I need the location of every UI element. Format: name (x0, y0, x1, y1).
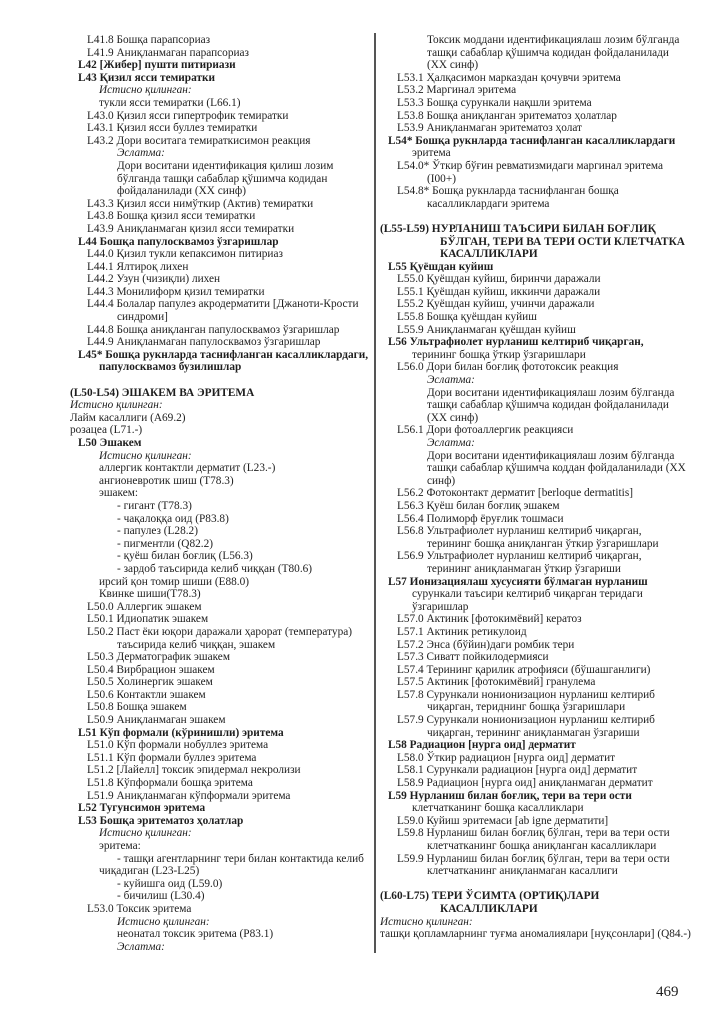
note-text: (ХХ синф) (427, 59, 479, 72)
code-entry: L53.8 Бошқа аниқланган эритематоз ҳолатлар (397, 109, 617, 122)
note-text: ангионевротик шиш (T78.3) (99, 474, 234, 487)
code-entry: L56.9 Ультрафиолет нурланиш келтириб чиқарган, (397, 550, 642, 563)
code-entry: L57.9 Сурункали нонионизацион нурланиш келтириб (397, 714, 655, 727)
code-entry: L50.1 Идиопатик эшакем (87, 613, 209, 626)
code-entry: L50.3 Дерматографик эшакем (87, 651, 230, 664)
note-text: бўлганда ташқи сабаблар қўшимча кодидан (117, 172, 328, 185)
code-entry: L56.2 Фотоконтакт дерматит [berloque dermatitis] (397, 487, 633, 500)
note-text: ташқи сабаблар қўшимча кодидан фойдаланилади (427, 46, 669, 59)
code-entry: L56.4 Полиморф ёруғлик тошмаси (397, 512, 564, 525)
note-list-item: - гигант (T78.3) (117, 499, 192, 512)
code-entry: L41.9 Аниқланмаган парапсориаз (87, 46, 249, 59)
category-heading: L59 Нурланиш билан боғлиқ, тери ва тери ости (388, 789, 632, 802)
section-heading-continued: КАСАЛЛИКЛАРИ (440, 248, 538, 261)
code-entry: L59.8 Нурланиш билан боғлиқ бўлган, тери ва тери ости (397, 827, 670, 840)
note-text: клетчатканинг бошқа аниқланган касалликлари (427, 840, 657, 852)
note-text: Дори воситани идентификациялаш лозим бўлганда (427, 386, 675, 399)
category-heading-continued: эритема (412, 147, 451, 160)
note-text: неонатал токсик эритема (P83.1) (117, 928, 274, 941)
section-heading: (L60-L75) ТЕРИ ЎСИМТА (ОРТИҚ)ЛАРИ (380, 890, 600, 903)
plain-text: розацеа (L71.-) (70, 424, 143, 437)
code-entry: L59.0 Куйиш эритемаси [ab igne дерматити] (397, 814, 609, 827)
left-column (70, 34, 372, 953)
note-text: эшакем: (99, 487, 139, 500)
code-entry: L57.3 Сиватт пойкилодермияси (397, 651, 549, 664)
category-heading-continued: сурункали таъсири келтириб чиқарган теридаги (412, 588, 643, 601)
code-entry: L57.2 Энса (бўйин)даги ромбик тери (397, 638, 575, 651)
code-entry: L43.3 Қизил ясси нимўткир (Актив) темиратки (87, 197, 314, 210)
code-entry: L43.0 Қизил ясси гипертрофик темиратки (87, 109, 289, 122)
note-text: эритема: (99, 840, 141, 852)
note-text: (ХХ синф) (427, 411, 479, 424)
category-heading-continued: ўзгаришлар (412, 600, 469, 613)
note-text: (I00+) (427, 172, 456, 185)
note-text: ирсий қон томир шиши (E88.0) (99, 575, 250, 588)
code-entry: L56.0 Дори билан боғлиқ фототоксик реакция (397, 361, 619, 374)
note-text: чиқарган, терининг аниқланмаган ўзгариши (427, 726, 640, 739)
code-entry: L57.4 Терининг қарилик атрофияси (бўшашганлиги) (397, 663, 651, 676)
code-entry: L54.0* Ўткир бўғин ревматизмидаги маргинал эритема (397, 159, 663, 172)
code-entry: L51.0 Кўп формали нобуллез эритема (87, 739, 269, 752)
right-column (380, 34, 691, 941)
code-entry: L50.2 Паст ёки юқори даражали ҳарорат (температура) (87, 625, 353, 638)
note-label: Истисно қилинган: (70, 399, 163, 412)
code-entry: L44.4 Болалар папулез акродерматити [Джаноти-Крости (87, 298, 359, 311)
note-text: ташқи сабаблар қўшимча кодидан фойдаланилади (427, 399, 669, 412)
note-text: ташқи сабаблар қўшимча коддан фойдаланилади (ХХ (427, 462, 686, 475)
spacer (380, 878, 685, 891)
category-heading: L57 Ионизациялаш хусусияти бўлмаган нурланиш (388, 575, 648, 588)
category-heading: L56 Ультрафиолет нурланиш келтириб чиқарган, (388, 336, 644, 349)
note-text: клетчатканинг аниқланмаган касаллиги (427, 865, 618, 878)
code-entry: L43.1 Қизил ясси буллез темиратки (87, 122, 258, 135)
code-entry: L58.1 Сурункали радиацион [нурга оид] дерматит (397, 764, 638, 777)
category-heading: L42 [Жибер] пушти питириази (78, 59, 236, 72)
note-text: терининг бошқа аниқланган ўткир ўзгаришлари (427, 537, 659, 550)
code-entry: L59.9 Нурланиш билан боғлиқ бўлган, тери ва тери ости (397, 852, 670, 865)
section-heading: (L55-L59) НУРЛАНИШ ТАЪСИРИ БИЛАН БОҒЛИҚ (380, 222, 656, 235)
note-text: аллергик контактли дерматит (L23.-) (99, 462, 276, 475)
category-heading-continued: клетчатканинг бошқа касалликлари (412, 802, 584, 815)
note-text: фойдаланилади (ХХ синф) (117, 185, 246, 198)
code-entry: L56.1 Дори фотоаллергик реакцияси (397, 424, 574, 437)
code-entry: L55.0 Қуёшдан куйиш, биринчи даражали (397, 273, 601, 286)
code-entry: L43.9 Аниқланмаган қизил ясси темиратки (87, 222, 295, 235)
category-heading: L58 Радиацион [нурга оид] дерматит (388, 739, 576, 752)
note-label: Истисно қилинган: (117, 915, 210, 928)
column-divider (374, 33, 376, 953)
note-list-item: - папулез (L28.2) (117, 525, 198, 538)
note-list-item: - бичилиш (L30.4) (117, 890, 205, 903)
code-entry: L55.9 Аниқланмаган қуёшдан куйиш (397, 323, 576, 336)
spacer (70, 374, 372, 387)
code-entry: L55.1 Қуёшдан куйиш, иккинчи даражали (397, 285, 601, 298)
spacer (380, 210, 685, 223)
note-label: Эслатма: (427, 374, 475, 387)
category-heading: L50 Эшакем (78, 437, 142, 449)
section-heading-continued: КАСАЛЛИКЛАРИ (440, 902, 538, 915)
note-label: Эслатма: (117, 940, 165, 953)
code-entry: L50.6 Контактли эшакем (87, 688, 206, 701)
code-entry: L54.8* Бошқа рукнларда таснифланган бошқа (397, 185, 619, 198)
code-entry: L51.9 Аниқланмаган кўпформали эритема (87, 789, 291, 802)
section-heading-continued: БЎЛГАН, ТЕРИ ВА ТЕРИ ОСТИ КЛЕТЧАТКА (440, 235, 685, 248)
plain-text: ташқи қопламларнинг туғма аномалиялари [нуқсонлари] (Q84.-) (380, 928, 691, 941)
code-entry: L53.3 Бошқа сурункали нақшли эритема (397, 96, 592, 109)
code-entry: L56.8 Ультрафиолет нурланиш келтириб чиқарган, (397, 525, 642, 538)
note-label: Эслатма: (117, 147, 165, 160)
category-heading: L55 Қуёшдан куйиш (388, 260, 494, 273)
section-heading: (L50-L54) ЭШАКЕМ ВА ЭРИТЕМА (70, 386, 255, 399)
note-text: чиқадиган (L23-L25) (99, 865, 200, 878)
note-text: синдроми] (117, 311, 168, 324)
code-entry: L50.4 Вирбрацион эшакем (87, 663, 215, 676)
note-label: Истисно қилинган: (99, 84, 192, 97)
category-heading: L43 Қизил ясси темиратки (78, 71, 216, 84)
code-entry: L44.8 Бошқа аниқланган папулосквамоз ўзгаришлар (87, 323, 340, 336)
code-entry: L43.2 Дори воситага темираткисимон реакция (87, 134, 311, 147)
category-heading: L52 Тугунсимон эритема (78, 802, 206, 815)
code-entry: L50.5 Холинергик эшакем (87, 676, 213, 689)
note-text: чиқарган, териднинг бошқа ўзгаришлари (427, 701, 626, 714)
code-entry: L51.8 Кўпформали бошқа эритема (87, 777, 253, 790)
category-heading-continued: папулосквамоз бузилишлар (99, 361, 242, 374)
code-entry: L41.8 Бошқа парапсориаз (87, 34, 211, 46)
note-list-item: - чақалоққа оид (P83.8) (117, 512, 229, 525)
note-text: таъсирида келиб чиққан, эшакем (117, 638, 276, 651)
page-number: 469 (656, 984, 679, 1000)
note-text: Токсик моддани идентификациялаш лозим бўлганда (427, 34, 680, 46)
note-list-item: - қуёш билан боғлиқ (L56.3) (117, 550, 253, 563)
note-text: терининг аниқланмаган ўткир ўзгариши (427, 562, 621, 575)
code-entry: L44.0 Қизил тукли кепаксимон питириаз (87, 248, 283, 261)
note-text: Дори воситани идентификациялаш лозим бўлганда (427, 449, 675, 462)
code-entry: L55.2 Қуёшдан куйиш, учинчи даражали (397, 298, 595, 311)
note-list-item: - куйишга оид (L59.0) (117, 877, 223, 890)
code-entry: L55.8 Бошқа қуёшдан куйиш (397, 311, 537, 324)
code-entry: L57.0 Актиник [фотокимёвий] кератоз (397, 613, 582, 626)
category-heading-continued: терининг бошқа ўткир ўзгаришлари (412, 348, 586, 361)
note-text: касалликлардаги эритема (427, 197, 550, 210)
note-list-item: - зардоб таъсирида келиб чиққан (T80.6) (117, 562, 313, 575)
code-entry: L50.0 Аллергик эшакем (87, 600, 202, 613)
code-entry: L53.2 Маргинал эритема (397, 84, 517, 97)
code-entry: L53.1 Ҳалқасимон марказдан қочувчи эритема (397, 71, 621, 84)
note-label: Истисно қилинган: (380, 915, 473, 928)
code-entry: L50.8 Бошқа эшакем (87, 701, 187, 714)
note-text: синф) (427, 474, 456, 487)
code-entry: L44.9 Аниқланмаган папулосквамоз ўзгаришлар (87, 336, 321, 349)
category-heading: L51 Кўп формали (кўринишли) эритема (78, 726, 284, 739)
code-entry: L57.8 Сурункали нонионизацион нурланиш келтириб (397, 688, 655, 701)
code-entry: L51.2 [Лайелл] токсик эпидермал некролизи (87, 764, 301, 777)
note-list-item: - ташқи агентларнинг тери билан контактида келиб (117, 852, 364, 865)
category-heading: L54* Бошқа рукнларда таснифланган касалликлардаги (388, 134, 676, 147)
code-entry: L44.1 Ялтироқ лихен (87, 260, 189, 273)
note-label: Эслатма: (427, 437, 475, 449)
code-entry: L44.3 Монилиформ қизил темиратки (87, 285, 265, 298)
note-text: Квинке шиши(T78.3) (99, 588, 201, 601)
code-entry: L57.1 Актиник ретикулоид (397, 625, 527, 638)
note-text: тукли ясси темиратки (L66.1) (99, 96, 241, 109)
code-entry: L58.9 Радиацион [нурга оид] аниқланмаган дерматит (397, 777, 653, 790)
code-entry: L58.0 Ўткир радиацион [нурга оид] дерматит (397, 751, 616, 764)
note-list-item: - пигментли (Q82.2) (117, 537, 213, 550)
code-entry: L53.9 Аниқланмаган эритематоз ҳолат (397, 122, 582, 135)
code-entry: L44.2 Узун (чизиқли) лихен (87, 273, 221, 286)
note-label: Истисно қилинган: (99, 827, 192, 840)
code-entry: L43.8 Бошқа қизил ясси темиратки (87, 210, 256, 223)
code-entry: L56.3 Қуёш билан боғлиқ эшакем (397, 499, 560, 512)
category-heading: L53 Бошқа эритематоз ҳолатлар (78, 814, 244, 827)
category-heading: L45* Бошқа рукнларда таснифланган касалликлардаги, (78, 348, 369, 361)
code-entry: L57.5 Актиник [фотокимёвий] гранулема (397, 676, 596, 689)
code-entry: L51.1 Кўп формали буллез эритема (87, 751, 257, 764)
note-label: Истисно қилинган: (99, 449, 192, 462)
code-entry: L50.9 Аниқланмаган эшакем (87, 714, 226, 727)
code-entry: L53.0 Токсик эритема (87, 902, 192, 915)
note-text: Дори воситани идентификация қилиш лозим (117, 159, 334, 172)
plain-text: Лайм касаллиги (A69.2) (70, 411, 186, 424)
category-heading: L44 Бошқа папулосквамоз ўзгаришлар (78, 235, 279, 248)
